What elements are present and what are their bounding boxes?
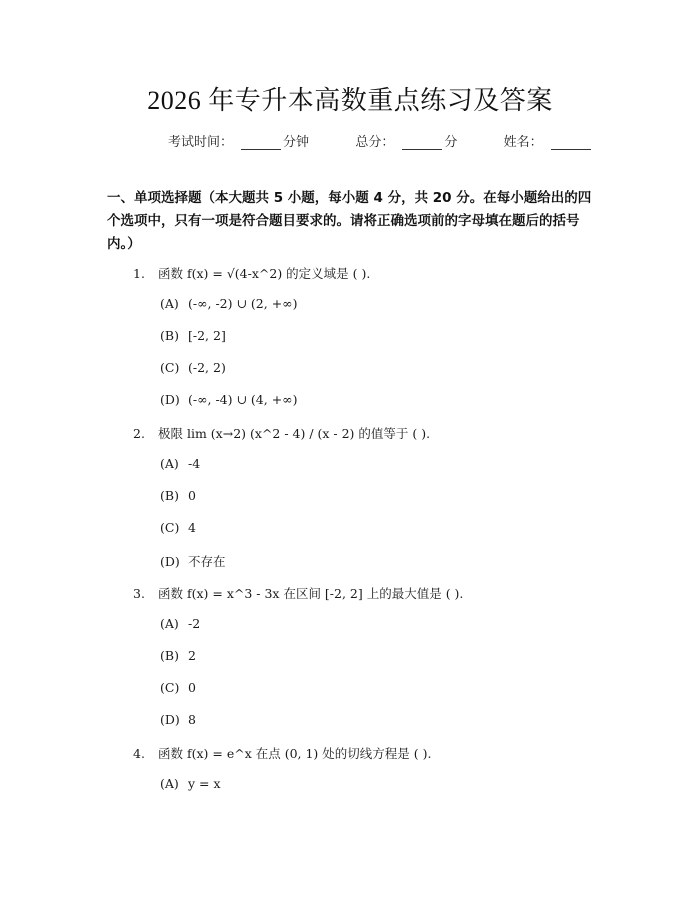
option-2d <box>160 552 226 570</box>
option-text: (-2, 2) <box>188 360 226 375</box>
option-3c <box>160 680 196 695</box>
option-label: (B) <box>160 488 179 503</box>
option-text: -4 <box>188 456 201 471</box>
option-1d <box>160 392 297 407</box>
name-blank <box>551 136 591 150</box>
option-2c <box>160 520 196 535</box>
page-title: 2026 年专升本高数重点练习及答案 <box>147 86 553 115</box>
option-2b <box>160 488 196 503</box>
name-label: 姓名： <box>503 135 543 150</box>
option-text: 4 <box>188 520 196 535</box>
exam-meta-line <box>168 131 593 150</box>
question-number: 4. <box>133 746 145 761</box>
question-text: 函数 f(x) = √(4-x^2) 的定义域是 ( ). <box>158 266 371 281</box>
section-heading: 一、单项选择题（本大题共 5 小题，每小题 4 分，共 20 分。在每小题给出的四个选项中，只有一项是符合题目要求的。请将正确选项前的字母填在题后的括号内。） <box>107 190 592 252</box>
option-label: (D) <box>160 392 180 407</box>
option-text: 0 <box>188 680 196 695</box>
question-4 <box>133 744 431 762</box>
time-blank <box>241 136 281 150</box>
option-text: 8 <box>188 712 196 727</box>
option-3d <box>160 712 196 727</box>
option-label: (C) <box>160 680 180 695</box>
option-label: (A) <box>160 616 179 631</box>
option-4a <box>160 776 221 791</box>
question-1 <box>133 264 370 282</box>
option-label: (A) <box>160 776 179 791</box>
option-label: (C) <box>160 360 180 375</box>
question-number: 2. <box>133 426 145 441</box>
option-text: (-∞, -4) ∪ (4, +∞) <box>188 392 298 407</box>
score-label: 总分： <box>355 135 395 150</box>
score-blank <box>402 136 442 150</box>
question-2 <box>133 424 430 442</box>
option-label: (B) <box>160 328 179 343</box>
option-2a <box>160 456 200 471</box>
question-number: 3. <box>133 586 145 601</box>
option-label: (B) <box>160 648 179 663</box>
option-label: (D) <box>160 554 180 569</box>
score-unit: 分 <box>444 135 458 150</box>
question-number: 1. <box>133 266 145 281</box>
option-text: y = x <box>188 776 221 791</box>
option-text: 2 <box>188 648 196 663</box>
option-text: -2 <box>188 616 201 631</box>
time-label: 考试时间： <box>168 135 234 150</box>
option-3b <box>160 648 196 663</box>
option-text: 0 <box>188 488 196 503</box>
option-label: (D) <box>160 712 180 727</box>
option-1b <box>160 328 226 343</box>
question-text: 函数 f(x) = x^3 - 3x 在区间 [-2, 2] 上的最大值是 ( ). <box>158 586 464 601</box>
option-label: (C) <box>160 520 180 535</box>
option-1c <box>160 360 226 375</box>
question-3 <box>133 584 463 602</box>
question-text: 极限 lim (x→2) (x^2 - 4) / (x - 2) 的值等于 ( ). <box>158 426 431 441</box>
option-text: 不存在 <box>188 554 226 569</box>
option-3a <box>160 616 200 631</box>
option-1a <box>160 296 297 311</box>
option-label: (A) <box>160 456 179 471</box>
question-text: 函数 f(x) = e^x 在点 (0, 1) 处的切线方程是 ( ). <box>158 746 432 761</box>
option-label: (A) <box>160 296 179 311</box>
option-text: [-2, 2] <box>188 328 226 343</box>
option-text: (-∞, -2) ∪ (2, +∞) <box>188 296 298 311</box>
time-unit: 分钟 <box>283 135 310 150</box>
